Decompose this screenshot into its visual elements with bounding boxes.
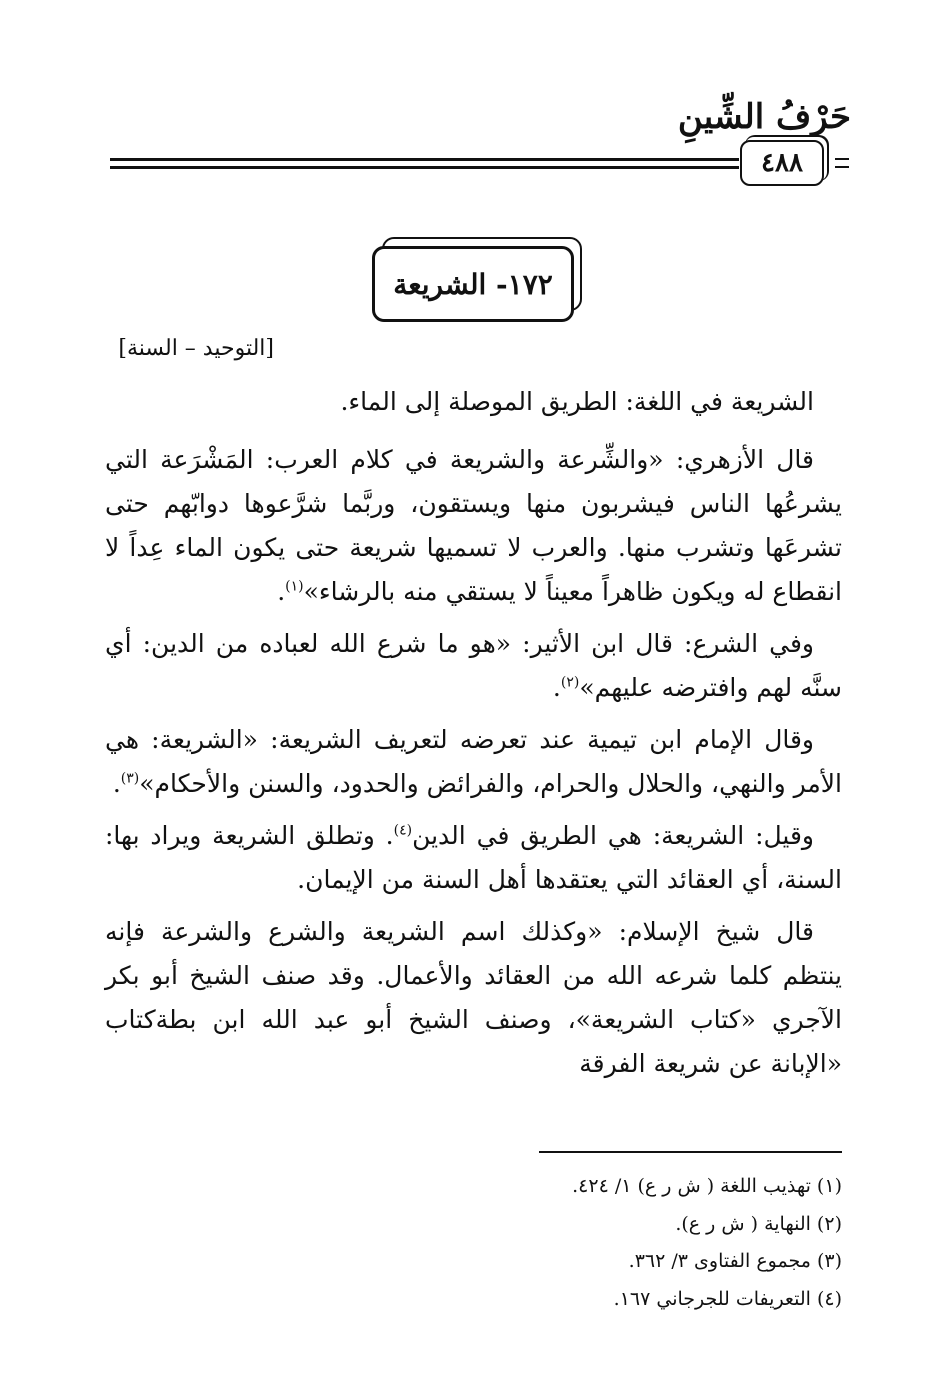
chapter-title: حَرْفُ الشِّينِ: [677, 97, 851, 137]
paragraph-text: الشريعة في اللغة: الطريق الموصلة إلى الماء.: [340, 387, 814, 416]
paragraph-text: قال الأزهري: «والشِّرعة والشريعة في كلام العرب: المَشْرَعة التي يشرعُها الناس فيشربون منها ويستقون، وربَّما شرَّعوها دوابّهم حتى تشرعَها وتشرب منها. والعرب لا تسميها شريعة حتى يكون الماء عِداً لا انقطاع له ويكون ظاهراً معيناً لا يستقي منه بالرشاء»: [105, 445, 842, 606]
entry-heading: ١٧٢- الشريعة: [372, 246, 574, 322]
footnote-4: (٤) التعريفات للجرجاني ١٦٧.: [613, 1287, 842, 1310]
paragraph-text-continued: . وتطلق الشريعة ويراد بها: السنة، أي العقائد التي يعتقدها أهل السنة من الإيمان.: [105, 821, 842, 894]
footnote-1: (١) تهذيب اللغة ( ش ر ع) ١/ ٤٢٤.: [572, 1175, 842, 1197]
footnote-2: (٢) النهاية ( ش ر ع).: [675, 1212, 842, 1235]
page-number: ٤٨٨: [740, 140, 824, 186]
paragraph-4: وقال الإمام ابن تيمية عند تعرضه لتعريف الشريعة: «الشريعة: هي الأمر والنهي، والحلال والحرام، والفرائض والحدود، والسنن والأحكام»$^{(٣)}$.: [105, 725, 842, 798]
footnote-3: (٣) مجموع الفتاوى ٣/ ٣٦٢.: [628, 1250, 842, 1272]
footnote-ref-1[interactable]: (١): [285, 578, 304, 595]
body-text: [105, 380, 842, 1094]
entry-category: [التوحيد – السنة]: [118, 336, 274, 361]
paragraph-text: وفي الشرع: قال ابن الأثير: «هو ما شرع الله لعباده من الدين: أي سنَّه لهم وافترضه عليهم»: [105, 629, 842, 702]
paragraph-text: وقال الإمام ابن تيمية عند تعرضه لتعريف الشريعة: «الشريعة: هي الأمر والنهي، والحلال والحرام، والفرائض والحدود، والسنن والأحكام»: [105, 725, 842, 798]
paragraph-6: [105, 910, 842, 1086]
header-rule-bottom: [110, 166, 739, 169]
footnote-ref-3[interactable]: (٣): [120, 770, 140, 787]
footnote-ref-2[interactable]: (٢): [560, 674, 580, 691]
footnote-ref-4[interactable]: (٤): [393, 822, 413, 839]
paragraph-3: وفي الشرع: قال ابن الأثير: «هو ما شرع الله لعباده من الدين: أي سنَّه لهم وافترضه عليهم»$^{(٢)}$.: [105, 629, 842, 702]
footnotes: [342, 1168, 842, 1318]
paragraph-text: وقيل: الشريعة: هي الطريق في الدين: [412, 821, 814, 850]
footnote-divider: [539, 1151, 842, 1153]
paragraph-text: قال شيخ الإسلام: «وكذلك اسم الشريعة والشرع والشرعة فإنه ينتظم كلما شرعه الله من العقائد والأعمال. وقد صنف الشيخ أبو بكر الآجري «كتاب الشريعة»، وصنف الشيخ أبو عبد الله ابن بطةكتاب «الإبانة عن شريعة الفرقة: [105, 917, 842, 1078]
paragraph-1: [105, 380, 842, 424]
header-rule-right-top: [835, 158, 849, 160]
paragraph-2: قال الأزهري: «والشِّرعة والشريعة في كلام العرب: المَشْرَعة التي يشرعُها الناس فيشربون منها ويستقون، وربَّما شرَّعوها دوابّهم حتى تشرعَها وتشرب منها. والعرب لا تسميها شريعة حتى يكون الماء عِداً لا انقطاع له ويكون ظاهراً معيناً لا يستقي منه بالرشاء»$^{(١)}$.: [105, 445, 842, 606]
header-rule-top: [110, 158, 739, 161]
header-rule-right-bottom: [835, 166, 849, 168]
paragraph-5: [105, 814, 842, 902]
